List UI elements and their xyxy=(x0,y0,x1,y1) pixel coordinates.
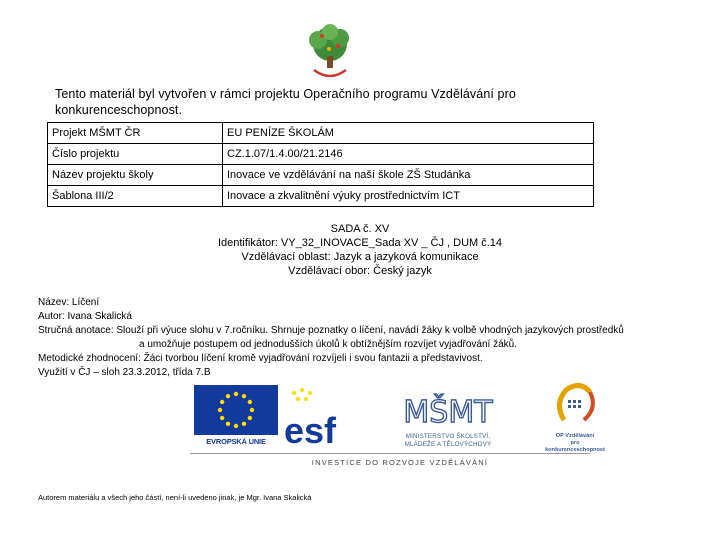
table-cell: Šablona III/2 xyxy=(48,186,223,207)
intro-text: Tento materiál byl vytvořen v rámci projektu Operačního programu Vzdělávání pro konkurenceschopnost. xyxy=(55,87,516,117)
eu-star-icon xyxy=(226,422,230,426)
table-row xyxy=(48,165,594,186)
table-row xyxy=(48,186,594,207)
table-cell: Číslo projektu xyxy=(48,144,223,165)
educational-field: Vzdělávací obor: Český jazyk xyxy=(288,265,432,277)
identifier: Identifikátor: VY_32_INOVACE_Sada XV _ ČJ , DUM č.14 xyxy=(217,237,503,249)
divider xyxy=(190,453,590,454)
anotace-continued: a umožňuje postupem od jednodušších úkolů k obtížnějším rozvíjet vyjadřování žáků. xyxy=(139,339,517,350)
op-logo xyxy=(540,380,610,453)
table-cell: Inovace a zkvalitnění výuky prostřednictvím ICT xyxy=(223,186,594,207)
educational-area: Vzdělávací oblast: Jazyk a jazyková komunikace xyxy=(241,251,479,263)
table-cell: CZ.1.07/1.4.00/21.2146 xyxy=(223,144,594,165)
eu-star-icon xyxy=(220,416,224,420)
op-caption-line2: pro konkurenceschopnost xyxy=(545,440,605,453)
eu-logo xyxy=(194,385,278,447)
esf-logo xyxy=(282,385,344,447)
eu-star-icon xyxy=(220,400,224,404)
table-cell: Projekt MŠMT ČR xyxy=(48,123,223,144)
sada-block xyxy=(140,222,580,278)
table-cell: Název projektu školy xyxy=(48,165,223,186)
esf-icon xyxy=(282,385,344,447)
msmt-label: MŠMT xyxy=(403,395,493,428)
autor: Autor: Ivana Skalická xyxy=(38,311,132,322)
eu-star-icon xyxy=(242,394,246,398)
eu-star-icon xyxy=(234,424,238,428)
eu-star-icon xyxy=(218,408,222,412)
metodicke-zhodnoceni: Metodické zhodnocení: Žáci tvorbou líčení kromě vyjadřování rozvíjeli i svou fantazii a představivost. xyxy=(38,353,483,364)
msmt-caption xyxy=(398,433,498,448)
metadata-block xyxy=(38,296,718,380)
eu-star-icon xyxy=(248,416,252,420)
vyuziti: Využití v ČJ – sloh 23.3.2012, třída 7.B xyxy=(38,367,211,378)
eu-label: EVROPSKÁ UNIE xyxy=(206,437,266,446)
eu-star-icon xyxy=(250,408,254,412)
esf-label: esf xyxy=(284,410,337,447)
eu-star-icon xyxy=(234,392,238,396)
sada-title: SADA č. XV xyxy=(330,223,390,235)
msmt-logo xyxy=(398,382,498,448)
investice-tagline: INVESTICE DO ROZVOJE VZDĚLÁVÁNÍ xyxy=(311,458,489,467)
table-cell: EU PENÍZE ŠKOLÁM xyxy=(223,123,594,144)
table-row xyxy=(48,123,594,144)
op-caption xyxy=(540,433,610,454)
footer-author-note: Autorem materiálu a všech jeho částí, není-li uvedeno jinak, je Mgr. Ivana Skalická xyxy=(38,493,312,502)
table-cell: Inovace ve vzdělávání na naší škole ZŠ Studánka xyxy=(223,165,594,186)
msmt-icon xyxy=(398,382,498,428)
eu-flag-icon xyxy=(194,385,278,435)
eu-star-icon xyxy=(242,422,246,426)
school-logo xyxy=(300,22,360,84)
op-icon xyxy=(540,380,610,428)
nazev: Název: Líčení xyxy=(38,297,100,308)
eu-star-icon xyxy=(248,400,252,404)
msmt-caption-line1: MINISTERSTVO ŠKOLSTVÍ, xyxy=(405,433,491,440)
project-table xyxy=(47,122,594,207)
eu-star-icon xyxy=(226,394,230,398)
anotace: Stručná anotace: Slouží při výuce slohu v 7.ročníku. Shrnuje poznatky o líčení, navádí žáky k volbě vhodných jazykových prostředků xyxy=(38,325,624,336)
table-row xyxy=(48,144,594,165)
op-caption-line1: OP Vzdělávání xyxy=(555,433,595,439)
msmt-caption-line2: MLÁDEŽE A TĚLOVÝCHOVY xyxy=(404,440,492,448)
